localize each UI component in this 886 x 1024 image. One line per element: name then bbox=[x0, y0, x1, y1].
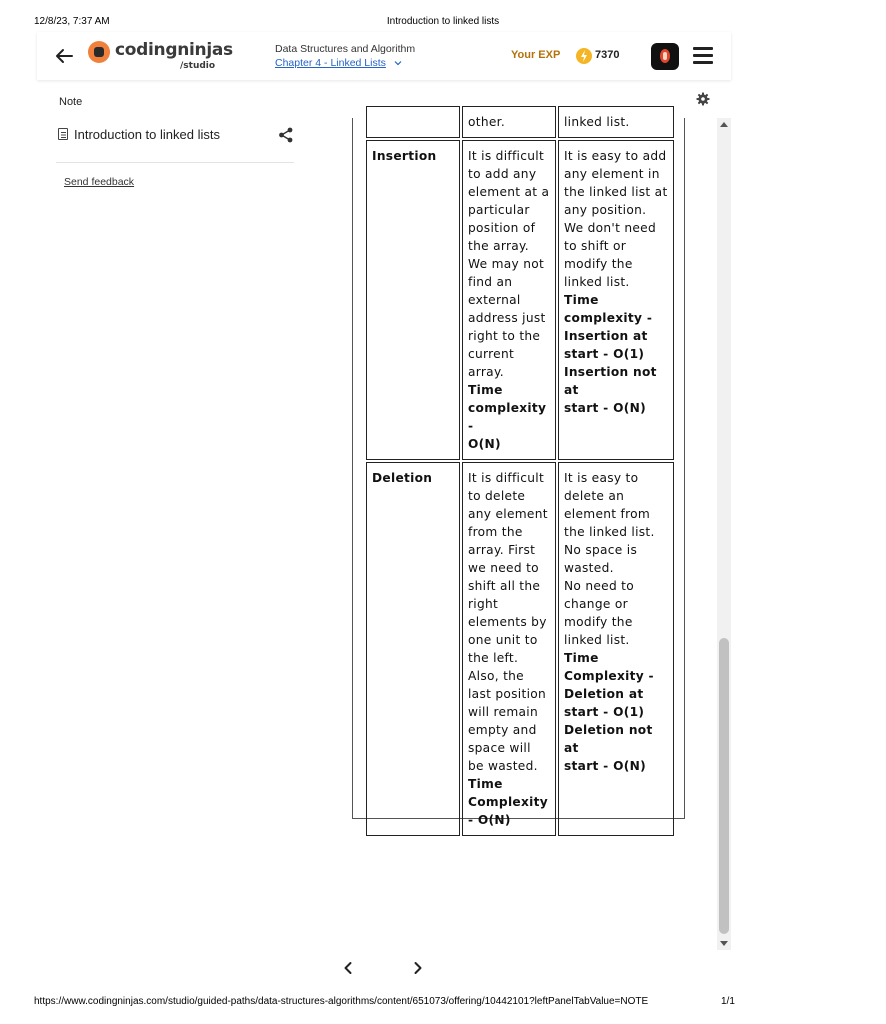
chapter-link-label: Chapter 4 - Linked Lists bbox=[275, 57, 386, 69]
exp-value: 7370 bbox=[595, 49, 620, 61]
cell-line: space will bbox=[468, 741, 531, 755]
cell-line: linked list. bbox=[564, 275, 630, 289]
share-icon[interactable] bbox=[277, 126, 295, 144]
array-cell bbox=[462, 462, 556, 836]
table-cell bbox=[462, 106, 556, 138]
document-icon bbox=[58, 128, 68, 140]
note-title-row bbox=[58, 128, 296, 148]
print-page-number: 1/1 bbox=[721, 996, 735, 1007]
chevron-left-icon[interactable] bbox=[340, 958, 356, 978]
cell-line: Time bbox=[564, 651, 599, 665]
cell-line: find an bbox=[468, 275, 513, 289]
top-navbar bbox=[37, 32, 731, 80]
cell-line: array. bbox=[468, 365, 504, 379]
cell-line: Also, the bbox=[468, 669, 524, 683]
cell-line: position of bbox=[468, 221, 536, 235]
note-content bbox=[352, 115, 685, 827]
cell-line: last position bbox=[468, 687, 547, 701]
cell-line: linked list. bbox=[564, 633, 630, 647]
cell-line: the linked list at bbox=[564, 185, 668, 199]
cell-line: - O(N) bbox=[468, 813, 511, 827]
scrollbar-thumb[interactable] bbox=[719, 638, 729, 934]
chapter-dropdown[interactable] bbox=[275, 57, 475, 69]
cell-line: Complexity - bbox=[564, 669, 654, 683]
cell-line: empty and bbox=[468, 723, 537, 737]
cell-line: right to the bbox=[468, 329, 541, 343]
print-title: Introduction to linked lists bbox=[386, 16, 500, 27]
codingninjas-logo[interactable] bbox=[88, 40, 233, 74]
cell-line: modify the bbox=[564, 257, 633, 271]
cell-line: start - O(1) bbox=[564, 347, 645, 361]
cell-line: Time bbox=[468, 777, 503, 791]
print-header bbox=[0, 16, 768, 30]
cell-line: delete an bbox=[564, 489, 625, 503]
cell-line: No space is bbox=[564, 543, 638, 557]
cell-line: It is difficult bbox=[468, 471, 545, 485]
cell-line: complexity - bbox=[468, 401, 547, 433]
table-row bbox=[366, 140, 674, 460]
cell-line: any position. bbox=[564, 203, 647, 217]
lightning-coin-icon bbox=[576, 48, 592, 64]
chevron-down-icon bbox=[394, 59, 402, 67]
cell-line: linked list. bbox=[564, 115, 630, 129]
cell-line: array. First bbox=[468, 543, 536, 557]
cell-line: element at a bbox=[468, 185, 550, 199]
table-row bbox=[366, 462, 674, 836]
cell-line: It is easy to bbox=[564, 471, 639, 485]
cell-line: start - O(1) bbox=[564, 705, 645, 719]
cell-line: the array. bbox=[468, 239, 529, 253]
print-footer bbox=[0, 996, 768, 1010]
course-title: Data Structures and Algorithm bbox=[275, 43, 416, 55]
cell-line: complexity - bbox=[564, 311, 653, 325]
row-label-cell bbox=[366, 140, 460, 460]
cell-line: No need to bbox=[564, 579, 635, 593]
ninja-logo-icon bbox=[88, 41, 110, 63]
cell-line: right bbox=[468, 597, 499, 611]
cell-line: It is easy to add bbox=[564, 149, 667, 163]
linked-list-cell bbox=[558, 462, 674, 836]
exp-label: Your EXP bbox=[511, 49, 561, 61]
chevron-right-icon[interactable] bbox=[410, 958, 426, 978]
cell-line: change or bbox=[564, 597, 628, 611]
scroll-up-arrow-icon[interactable] bbox=[720, 122, 728, 127]
cell-line: any element in bbox=[564, 167, 660, 181]
cell-line: to add any bbox=[468, 167, 537, 181]
vertical-scrollbar[interactable] bbox=[717, 118, 731, 950]
cell-line: We may not bbox=[468, 257, 545, 271]
hamburger-menu-icon[interactable] bbox=[693, 47, 713, 65]
breadcrumb bbox=[275, 43, 475, 69]
row-label-cell bbox=[366, 462, 460, 836]
scroll-down-arrow-icon[interactable] bbox=[720, 941, 728, 946]
send-feedback-link[interactable]: Send feedback bbox=[64, 176, 135, 188]
array-cell bbox=[462, 140, 556, 460]
cell-line: the left. bbox=[468, 651, 519, 665]
note-title: Introduction to linked lists bbox=[74, 127, 220, 142]
logo-text: codingninjas bbox=[115, 40, 233, 60]
cell-line: start - O(N) bbox=[564, 401, 646, 415]
cell-line: O(N) bbox=[468, 437, 501, 451]
cell-line: address just bbox=[468, 311, 546, 325]
cell-line: Time bbox=[564, 293, 599, 307]
cell-line: any element bbox=[468, 507, 548, 521]
cell-line: Complexity bbox=[468, 795, 548, 809]
cell-line: start - O(N) bbox=[564, 759, 646, 773]
row-label: Insertion bbox=[372, 149, 437, 163]
table-cell bbox=[366, 106, 460, 138]
comparison-table bbox=[364, 104, 676, 838]
cell-line: Deletion at bbox=[564, 687, 644, 701]
cell-line: to delete bbox=[468, 489, 526, 503]
cell-line: to shift or bbox=[564, 239, 627, 253]
print-date: 12/8/23, 7:37 AM bbox=[34, 16, 110, 27]
cell-line: Insertion at bbox=[564, 329, 648, 343]
cell-line: Time bbox=[468, 383, 503, 397]
row-label: Deletion bbox=[372, 471, 433, 485]
cell-line: Insertion not at bbox=[564, 365, 657, 397]
gear-icon[interactable] bbox=[696, 92, 710, 106]
cell-line: external bbox=[468, 293, 521, 307]
cell-line: elements by bbox=[468, 615, 547, 629]
cell-line: Deletion not at bbox=[564, 723, 653, 755]
cell-line: we need to bbox=[468, 561, 539, 575]
cell-line: current bbox=[468, 347, 515, 361]
cell-line: It is difficult bbox=[468, 149, 545, 163]
cell-line: modify the bbox=[564, 615, 633, 629]
cell-line: element from bbox=[564, 507, 651, 521]
linked-list-cell bbox=[558, 140, 674, 460]
print-url: https://www.codingninjas.com/studio/guided-paths/data-structures-algorithms/content/651073/offering/10442101?leftPanelTabValue=NOTE bbox=[34, 996, 649, 1007]
cell-line: particular bbox=[468, 203, 530, 217]
table-row bbox=[366, 106, 674, 138]
cell-line: shift all the bbox=[468, 579, 541, 593]
panel-divider bbox=[56, 162, 294, 163]
cell-line: We don't need bbox=[564, 221, 656, 235]
cell-line: other. bbox=[468, 115, 506, 129]
cell-line: one unit to bbox=[468, 633, 538, 647]
cell-line: be wasted. bbox=[468, 759, 538, 773]
table-cell bbox=[558, 106, 674, 138]
logo-subtext: /studio bbox=[180, 61, 216, 71]
note-tab-label: Note bbox=[59, 96, 83, 108]
back-arrow-icon[interactable] bbox=[53, 45, 75, 67]
cell-line: will remain bbox=[468, 705, 538, 719]
cell-line: from the bbox=[468, 525, 523, 539]
cell-line: wasted. bbox=[564, 561, 614, 575]
cell-line: the linked list. bbox=[564, 525, 655, 539]
user-avatar[interactable] bbox=[651, 43, 679, 70]
